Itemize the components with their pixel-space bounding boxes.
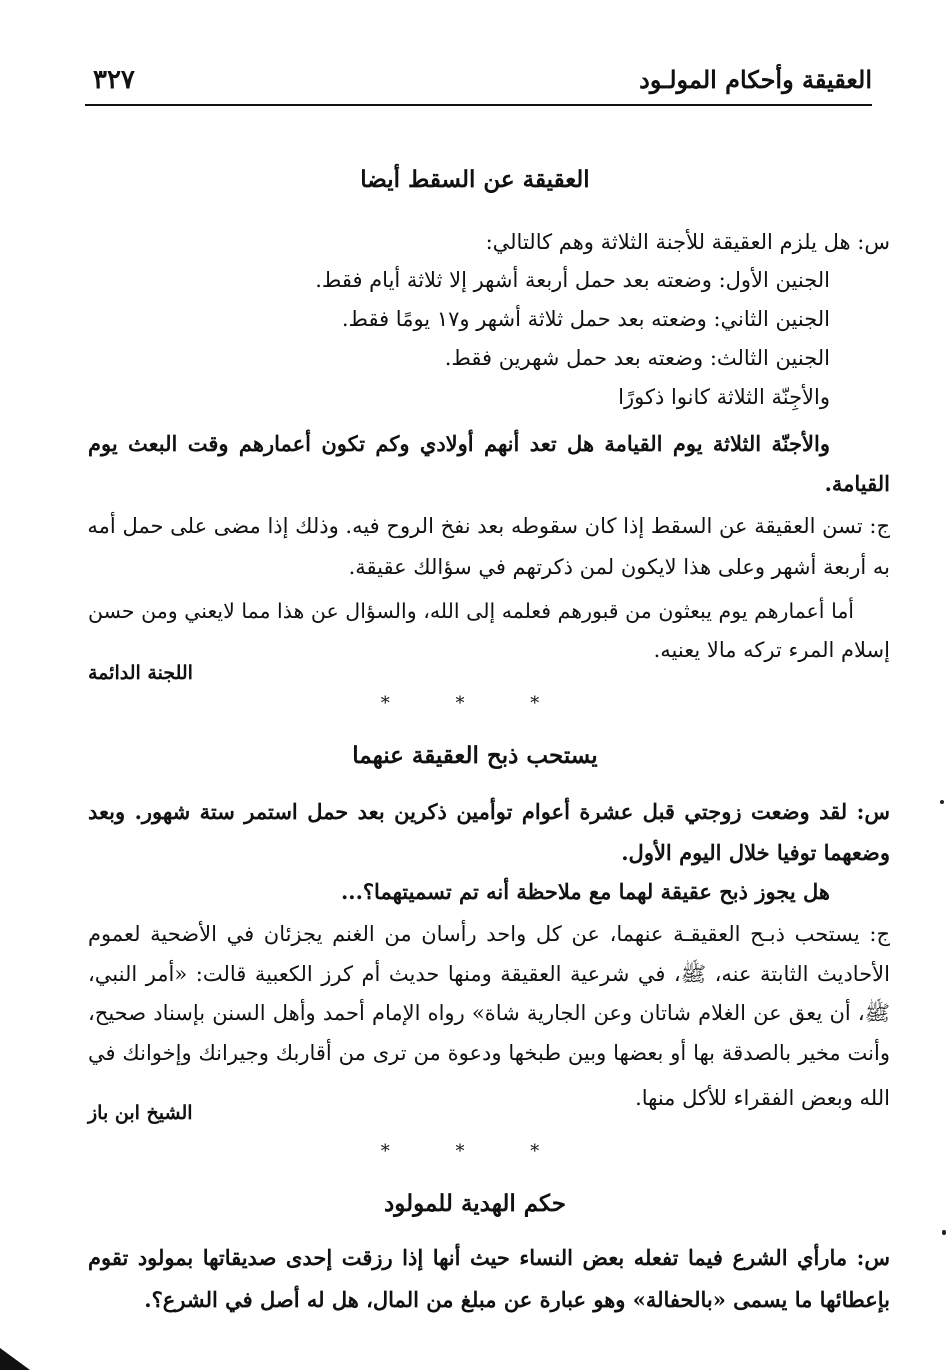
question-line: س: مارأي الشرع فيما تفعله بعض النساء حيث أنها إذا رزقت إحدى صديقاتها بمولود تقوم <box>88 1245 890 1270</box>
question-line: والأجنّة الثلاثة يوم القيامة هل تعد أنهم أولادي وكم تكون أعمارهم وقت البعث يوم <box>88 431 830 456</box>
answer-line: ج: يستحب ذبـح العقيقـة عنهما، عن كل واحد رأسان من الغنم يجزئان في الأضحية لعموم <box>88 922 890 946</box>
section-heading: حكم الهدية للمولود <box>384 1190 566 1217</box>
answer-line: ﷺ، أن يعق عن الغلام شاتان وعن الجارية شاة» رواه الإمام أحمد وأهل السنن بإسناد صحيح، <box>88 1001 890 1025</box>
answer-line: به أربعة أشهر وعلى هذا لايكون لمن ذكرتهم في سؤالك عقيقة. <box>348 555 890 579</box>
signature: الشيخ ابن باز <box>88 1102 193 1124</box>
question-line: وضعهما توفيا خلال اليوم الأول. <box>621 840 890 865</box>
answer-line: الأحاديث الثابتة عنه، ﷺ، في شرعية العقيقة ومنها حديث أم كرز الكعبية قالت: «أمر النبي، <box>88 962 890 986</box>
separator: * * * <box>380 693 570 714</box>
question-line: القيامة. <box>824 471 890 496</box>
section-heading: يستحب ذبح العقيقة عنهما <box>352 742 598 769</box>
scan-mark <box>942 1230 946 1235</box>
question-line: والأجِنّة الثلاثة كانوا ذكورًا <box>618 385 830 409</box>
signature: اللجنة الدائمة <box>88 662 193 684</box>
page-header <box>85 60 872 100</box>
question-line: الجنين الثالث: وضعته بعد حمل شهرين فقط. <box>444 346 830 370</box>
question-line: الجنين الأول: وضعته بعد حمل أربعة أشهر إلا ثلاثة أيام فقط. <box>315 268 830 292</box>
answer-line: إسلام المرء تركه مالا يعنيه. <box>653 638 890 662</box>
answer-line: ج: تسن العقيقة عن السقط إذا كان سقوطه بعد نفخ الروح فيه. وذلك إذا مضى على حمل أمه <box>87 514 890 538</box>
question-line: بإعطائها ما يسمى «بالحفالة» وهو عبارة عن مبلغ من المال، هل له أصل في الشرع؟. <box>144 1287 890 1312</box>
answer-line: وأنت مخير بالصدقة بها أو بعضها وبين طبخها ودعوة من ترى من أقاربك وجيرانك وإخوانك في <box>88 1041 890 1065</box>
header-rule <box>85 104 872 106</box>
section-heading: العقيقة عن السقط أيضا <box>360 166 590 193</box>
book-title: العقيقة وأحكام المولـود <box>639 65 872 94</box>
answer-line: أما أعمارهم يوم يبعثون من قبورهم فعلمه إلى الله، والسؤال عن هذا مما لايعني ومن حسن <box>88 599 854 623</box>
question-line: الجنين الثاني: وضعته بعد حمل ثلاثة أشهر و١٧ يومًا فقط. <box>341 307 830 331</box>
scan-mark <box>940 800 944 804</box>
question-line: س: هل يلزم العقيقة للأجنة الثلاثة وهم كالتالي: <box>485 230 890 254</box>
corner-triangle <box>0 1348 30 1370</box>
question-line: س: لقد وضعت زوجتي قبل عشرة أعوام توأمين ذكرين بعد حمل استمر ستة شهور. وبعد <box>88 799 890 824</box>
page-number: ٣٢٧ <box>93 65 135 95</box>
question-line: هل يجوز ذبح عقيقة لهما مع ملاحظة أنه تم تسميتهما؟... <box>340 879 830 904</box>
separator: * * * <box>380 1141 570 1162</box>
answer-line: الله وبعض الفقراء للأكل منها. <box>635 1086 890 1110</box>
